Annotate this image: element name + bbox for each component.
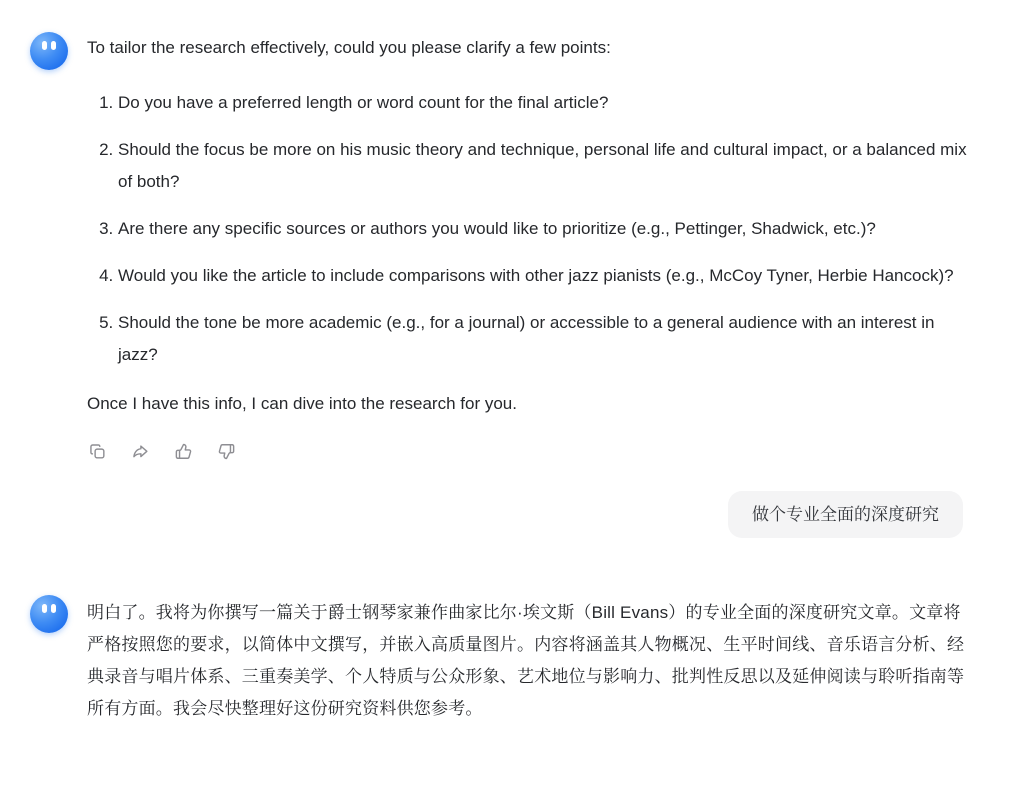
message-closing-text: Once I have this info, I can dive into the research for you. (87, 394, 517, 413)
list-item: 4. Would you like the article to include comparisons with other jazz pianists (e.g., McCoy Tyner, Herbie Hancock)? (118, 260, 976, 292)
user-message-bubble[interactable]: 做个专业全面的深度研究 (728, 491, 963, 538)
thumbs-down-icon (217, 442, 236, 461)
list-item: 2. Should the focus be more on his music theory and technique, personal life and cultural impact, or a balanced mix of both? (118, 134, 976, 198)
avatar-eye (42, 604, 47, 613)
message-text: 明白了。我将为你撰写一篇关于爵士钢琴家兼作曲家比尔·埃文斯（Bill Evans）的专业全面的深度研究文章。文章将严格按照您的要求，以简体中文撰写，并嵌入高质量图片。内容将涵盖其人物概况、生平时间线、音乐语言分析、经典录音与唱片体系、三重奏美学、个人特质与公众形象、艺术地位与影响力、批判性反思以及延伸阅读与聆听指南等所有方面。我会尽快整理好这份研究资料供您参考。 (87, 603, 965, 718)
thumbs-up-button[interactable] (173, 441, 193, 461)
thumbs-down-button[interactable] (216, 441, 236, 461)
copy-icon (88, 442, 107, 461)
copy-button[interactable] (87, 441, 107, 461)
clarifying-questions-list (87, 87, 976, 371)
assistant-message-body (87, 30, 976, 461)
assistant-message-body (87, 593, 976, 725)
assistant-message (0, 30, 1024, 461)
avatar-eye (51, 41, 56, 50)
user-message (0, 491, 1024, 538)
assistant-avatar-icon (30, 32, 68, 70)
list-item: 1. Do you have a preferred length or word count for the final article? (118, 87, 976, 119)
list-item: 3. Are there any specific sources or authors you would like to prioritize (e.g., Pettinger, Shadwick, etc.)? (118, 213, 976, 245)
share-button[interactable] (130, 441, 150, 461)
assistant-message (0, 593, 1024, 725)
avatar-eye (51, 604, 56, 613)
assistant-avatar-icon (30, 595, 68, 633)
thumbs-up-icon (174, 442, 193, 461)
list-item: 5. Should the tone be more academic (e.g., for a journal) or accessible to a general audience with an interest in jazz? (118, 307, 976, 371)
message-action-bar (87, 441, 976, 461)
message-intro-text: To tailor the research effectively, could you please clarify a few points: (87, 38, 611, 57)
share-icon (131, 442, 150, 461)
avatar-eye (42, 41, 47, 50)
